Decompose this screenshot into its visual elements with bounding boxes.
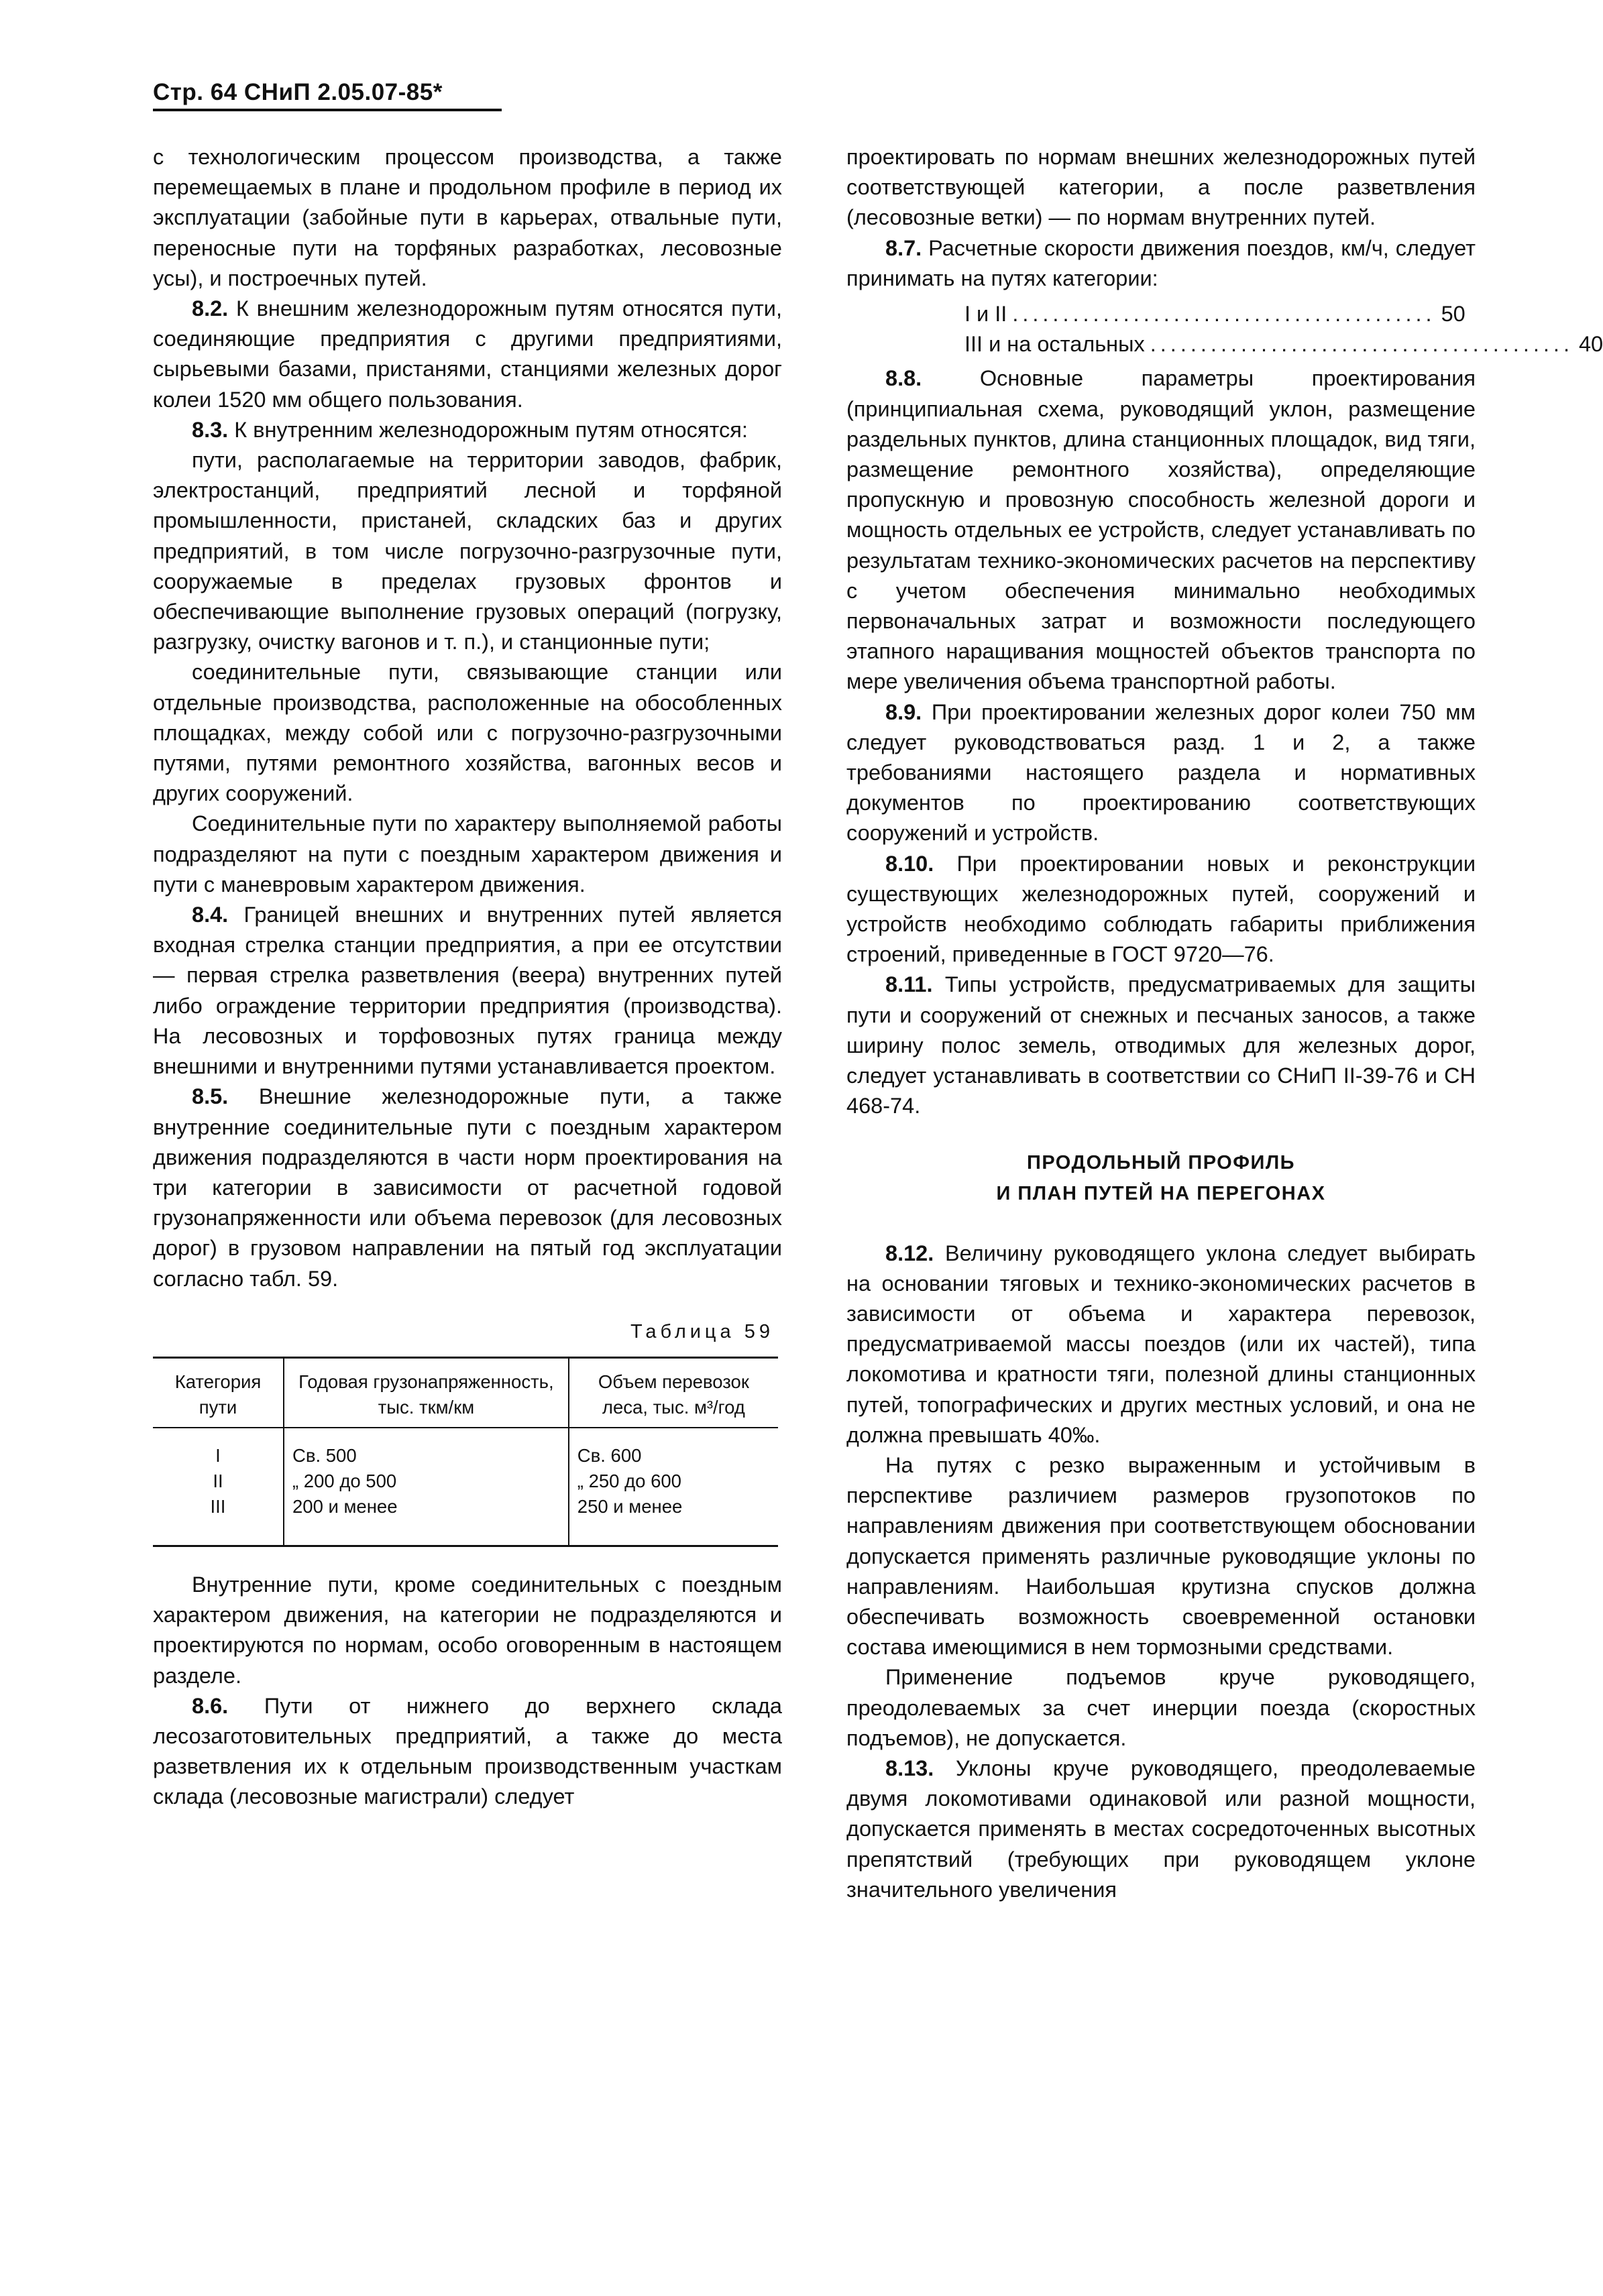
section-number: 8.6.	[192, 1693, 229, 1718]
section-text: Расчетные скорости движения поездов, км/ч, следует принимать на путях категории:	[846, 235, 1476, 290]
section-number: 8.5.	[192, 1084, 229, 1109]
section-8-11	[846, 970, 1476, 1121]
section-8-3-item-a: пути, располагаемые на территории заводов, фабрик, электростанций, предприятий лесной и торфяной промышленности, пристаней, складских баз и других предприятий, в том числе погрузочно-разгрузочные пути, сооружаемые в пределах грузовых фронтов и обеспечивающие выполнение грузовых операций (погрузку, разгрузку, очистку вагонов и т. п.), и станционные пути;	[153, 448, 782, 654]
table-cell-volume	[569, 1428, 778, 1546]
section-text: Границей внешних и внутренних путей является входная стрелка станции предприятия, а при ее отсутствии — первая стрелка разветвления (веера) внутренних путей либо ограждение территории предприятия (производства). На лесовозных и торфовозных путях граница между внешними и внутренними путями устанавливается проектом.	[153, 903, 782, 1079]
right-column	[846, 142, 1603, 1905]
heading-line: ПРОДОЛЬНЫЙ ПРОФИЛЬ	[1026, 1151, 1296, 1173]
section-8-7	[846, 233, 1476, 294]
leader-dots: ..........................................	[1012, 302, 1436, 327]
section-text: При проектировании новых и реконструкции существующих железнодорожных путей, сооружений и устройств необходимо соблюдать габариты приближения строений, приведенные в ГОСТ 9720—76.	[846, 851, 1476, 967]
section-8-3-note: Соединительные пути по характеру выполняемой работы подразделяют на пути с поездным характером движения и пути с маневровым характером движения.	[153, 811, 782, 897]
table-row	[153, 1428, 778, 1546]
speed-value: 40	[1578, 332, 1603, 357]
section-8-12-paragraph-b: На путях с резко выраженным и устойчивым в перспективе различием размеров грузопотоков по направлениям движения при соответствующем обосновании допускается применять различные руководящие уклоны по направлениям. Наибольшая крутизна спусков должна обеспечивать возможность своевременной остановки состава имеющимися в нем тормозными средствами.	[846, 1452, 1476, 1660]
table-cell: III	[210, 1495, 226, 1517]
heading-line: И ПЛАН ПУТЕЙ НА ПЕРЕГОНАХ	[996, 1182, 1326, 1204]
table-cell: Св. 500	[292, 1444, 357, 1466]
speed-value: 50	[1441, 302, 1466, 327]
paragraph-continuation: проектировать по нормам внешних железнодорожных путей соответствующей категории, а после разветвления (лесовозные ветки) — по нормам внутренних путей.	[846, 145, 1476, 230]
table-cell: Св. 600	[577, 1444, 642, 1466]
section-text: Пути от нижнего до верхнего склада лесозаготовительных предприятий, а также до места разветвления их к отдельным производственным участкам склада (лесовозные магистрали) следует	[153, 1693, 783, 1809]
speed-row	[964, 329, 1603, 359]
section-number: 8.10.	[885, 851, 934, 876]
section-8-3-item-b: соединительные пути, связывающие станции или отдельные производства, расположенные на обособленных площадках, между собой или с погрузочно-разгрузочными путями, путями ремонтного хозяйства, вагонных весов и других сооружений.	[153, 660, 782, 806]
section-number: 8.3.	[192, 417, 229, 442]
section-8-13	[846, 1754, 1476, 1905]
section-number: 8.2.	[192, 296, 229, 321]
speed-list	[846, 299, 1603, 359]
section-text: Основные параметры проектирования (принципиальная схема, руководящий уклон, размещение раздельных пунктов, длина станционных площадок, вид тяги, размещение ремонтного хозяйства), определяющие пропускную и провозную способность железной дороги и мощность отдельных ее устройств, следует устанавливать по результатам технико-экономических расчетов на перспективу с учетом обеспечения минимально необходимых первоначальных затрат и возможности последующего этапного наращивания мощностей объектов транспорта по мере увеличения объема транспортной работы.	[846, 366, 1476, 694]
table-cell: „ 250 до 600	[577, 1470, 681, 1491]
table-header-volume: Объем перевозок леса, тыс. м³/год	[569, 1357, 778, 1428]
table-header-row	[153, 1357, 778, 1428]
page-header: Стр. 64 СНиП 2.05.07-85*	[153, 79, 502, 111]
section-text: К внутренним железнодорожным путям относятся:	[234, 417, 748, 442]
left-column	[153, 142, 782, 1813]
section-number: 8.7.	[885, 235, 922, 260]
section-text: Величину руководящего уклона следует выбирать на основании тяговых и технико-экономических расчетов в зависимости от объема и характера перевозок, предусматриваемой массы поездов (или их частей), типа локомотива и кратности тяги, полезной длины станционных путей, топографических и других местных условий, и она не должна превышать 40‰.	[846, 1241, 1476, 1447]
section-text: При проектировании железных дорог колеи 750 мм следует руководствоваться разд. 1 и 2, а также требованиями настоящего раздела и нормативных документов по проектированию соответствующих сооружений и устройств.	[846, 699, 1476, 846]
table-cell: II	[213, 1470, 223, 1491]
section-number: 8.4.	[192, 903, 229, 927]
table-header-load: Годовая грузонапряженность, тыс. ткм/км	[284, 1357, 569, 1428]
section-text: Типы устройств, предусматриваемых для защиты пути и сооружений от снежных и песчаных заносов, а также ширину полос земель, отводимых для железных дорог, следует устанавливать в соответствии со СНиП II-39-76 и СН 468-74.	[846, 972, 1476, 1118]
table-cell-category	[153, 1428, 284, 1546]
section-text: Уклоны круче руководящего, преодолеваемые двумя локомотивами одинаковой или разной мощности, допускается применять в местах сосредоточенных высотных препятствий (требующих при руководящем уклоне значительного увеличения	[846, 1756, 1476, 1902]
section-number: 8.8.	[885, 366, 922, 391]
speed-row	[964, 299, 1466, 329]
table-cell-load	[284, 1428, 569, 1546]
section-8-3	[153, 415, 782, 445]
table-cell: „ 200 до 500	[292, 1470, 397, 1491]
section-number: 8.12.	[885, 1241, 934, 1265]
section-8-8	[846, 363, 1476, 697]
section-number: 8.9.	[885, 699, 922, 724]
table-header-category: Категория пути	[153, 1357, 284, 1428]
section-8-9	[846, 697, 1476, 849]
section-number: 8.11.	[885, 972, 933, 997]
section-text: Внешние железнодорожные пути, а также внутренние соединительные пути с поездным характером движения подразделяются в части норм проектирования на три категории в зависимости от расчетной годовой грузонапряженности или объема перевозок (для лесовозных дорог) в грузовом направлении на пятый год эксплуатации согласно табл. 59.	[153, 1084, 782, 1291]
speed-category: III и на остальных	[964, 332, 1145, 357]
section-8-12-paragraph-c: Применение подъемов круче руководящего, преодолеваемых за счет инерции поезда (скоростных подъемов), не допускается.	[846, 1665, 1476, 1750]
table-cell: 250 и менее	[577, 1495, 683, 1517]
section-8-12	[846, 1239, 1476, 1450]
table-caption: Таблица 59	[630, 1320, 774, 1342]
section-8-2	[153, 294, 782, 415]
section-8-5	[153, 1082, 782, 1294]
section-8-6	[153, 1691, 782, 1813]
table-59	[153, 1357, 778, 1547]
section-8-4	[153, 900, 782, 1082]
table-cell: 200 и менее	[292, 1495, 398, 1517]
table-cell: I	[215, 1444, 221, 1466]
leader-dots: ..........................................	[1150, 332, 1573, 357]
paragraph-continuation: с технологическим процессом производства, а также перемещаемых в плане и продольном профиле в период их эксплуатации (забойные пути в карьерах, отвальные пути, переносные пути на торфяных разработках, лесовозные усы), и построечных путей.	[153, 145, 782, 290]
section-number: 8.13.	[885, 1756, 934, 1780]
section-text: К внешним железнодорожным путям относятся пути, соединяющие предприятия с другими предприятиями, сырьевыми базами, пристанями, станциями железных дорог колеи 1520 мм общего пользования.	[153, 296, 782, 412]
paragraph-internal-paths: Внутренние пути, кроме соединительных с поездным характером движения, на категории не подразделяются и проектируются по нормам, особо оговоренным в настоящем разделе.	[153, 1572, 782, 1688]
section-8-10	[846, 849, 1476, 970]
speed-category: I и II	[964, 302, 1007, 327]
section-heading	[846, 1147, 1476, 1209]
